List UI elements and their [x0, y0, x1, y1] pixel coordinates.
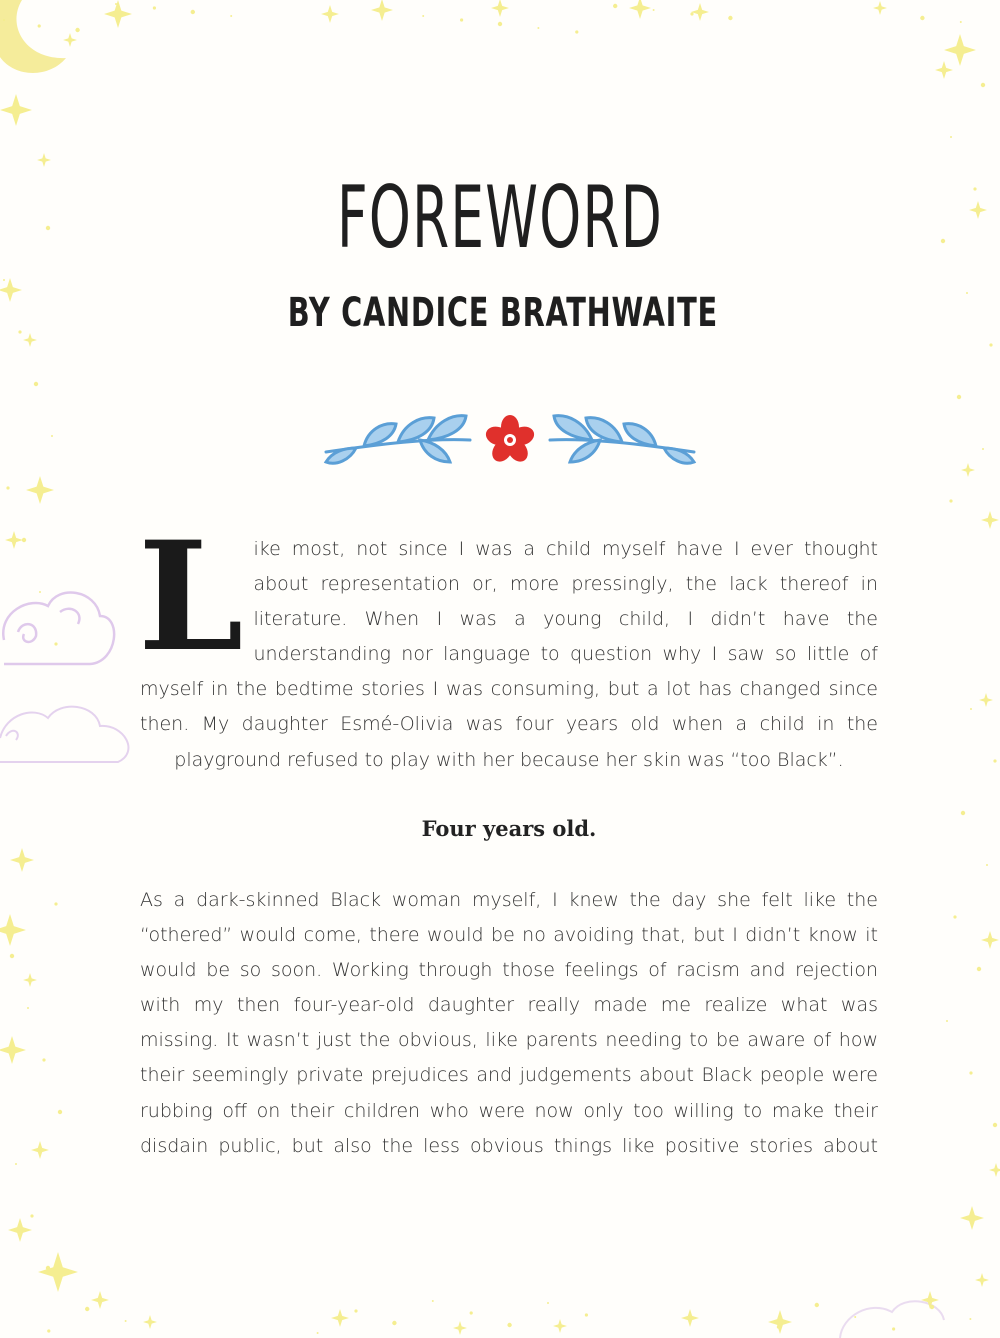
star-icon	[944, 34, 976, 66]
sparkle-dot	[54, 902, 57, 905]
sparkle-dot	[892, 1327, 895, 1330]
star-icon	[553, 1319, 567, 1333]
sparkle-dot	[422, 15, 424, 17]
star-icon	[681, 1309, 699, 1327]
sparkle-dot	[15, 1163, 17, 1165]
sparkle-dot	[970, 708, 972, 710]
sparkle-dot	[585, 1313, 588, 1316]
star-icon	[104, 0, 132, 28]
drop-cap: L	[138, 509, 244, 685]
sparkle-dot	[966, 292, 968, 294]
intro-paragraph	[138, 509, 878, 778]
star-icon	[960, 1206, 984, 1230]
leaf-branch-icon	[326, 416, 470, 464]
sparkle-dot	[47, 1329, 50, 1332]
sparkle-dot	[920, 16, 924, 20]
sparkle-dot	[392, 1321, 396, 1325]
sparkle-dot	[125, 1320, 127, 1322]
sparkle-dot	[34, 382, 38, 386]
star-icon	[31, 1141, 49, 1159]
leaf-branch-icon	[550, 416, 694, 464]
floral-ornament	[320, 400, 700, 480]
star-icon	[975, 1273, 989, 1287]
sparkle-dot	[54, 642, 57, 645]
star-icon	[0, 1036, 26, 1064]
sparkle-dot	[507, 1323, 511, 1327]
sparkle-dot	[777, 1325, 780, 1328]
sparkle-dot	[22, 538, 26, 542]
star-icon	[5, 531, 23, 549]
star-icon	[491, 0, 509, 17]
sparkle-dot	[39, 591, 41, 593]
star-icon	[8, 1218, 32, 1242]
sparkle-dot	[38, 24, 41, 27]
sparkle-dot	[537, 27, 539, 29]
star-icon	[0, 914, 26, 946]
sparkle-dot	[46, 1266, 50, 1270]
sparkle-dot	[977, 967, 981, 971]
sparkle-dot	[18, 330, 21, 333]
star-icon	[23, 973, 37, 987]
cloud-icon	[3, 593, 114, 664]
star-icon	[37, 153, 51, 167]
cloud-icon	[0, 707, 128, 762]
star-icon	[969, 201, 987, 219]
sparkle-dot	[3, 279, 5, 281]
sparkle-dot	[42, 1058, 45, 1061]
sparkle-dot	[58, 1110, 62, 1114]
sparkle-dot	[815, 1303, 819, 1307]
sparkle-dot	[961, 811, 965, 815]
sparkle-dot	[30, 1214, 33, 1217]
sparkle-dot	[653, 9, 655, 11]
sparkle-dot	[470, 1311, 473, 1314]
sparkle-dot	[981, 83, 985, 87]
star-icon	[91, 1291, 109, 1309]
star-icon	[979, 693, 993, 707]
sparkle-dot	[969, 1071, 972, 1074]
star-icon	[691, 3, 709, 21]
moon-icon	[0, 0, 66, 73]
sparkle-dot	[230, 15, 232, 17]
sparkle-dot	[953, 915, 956, 918]
sparkle-dot	[986, 864, 988, 866]
sparkle-dot	[728, 16, 732, 20]
star-icon	[0, 94, 32, 126]
body-paragraph: As a dark-skinned Black woman myself, I knew the day she felt like the “othered” would come, there would be no avoiding that, but I didn’t know it would be so soon. Working through those feelings of racism and rejection with my then four-year-old daughter really made me realize what was missing. It wasn’t just the obvious, like parents needing to be aware of how their seemingly private prejudices and judgements about Black people were rubbing off on their children who were now only too willing to make their disdain public, but also the less obvious things like positive stories about	[140, 889, 878, 1157]
emphasis-subheading: Four years old.	[421, 816, 597, 841]
star-icon	[0, 278, 22, 302]
sparkle-dot	[6, 486, 9, 489]
sparkle-dot	[547, 1302, 549, 1304]
sparkle-dot	[989, 343, 992, 346]
star-icon	[989, 1163, 1000, 1177]
star-icon	[26, 476, 54, 504]
sparkle-dot	[354, 1309, 357, 1312]
star-icon	[63, 33, 77, 47]
sparkle-dot	[51, 435, 53, 437]
sparkle-dot	[993, 1123, 997, 1127]
star-icon	[961, 463, 975, 477]
star-icon	[981, 931, 999, 949]
sparkle-dot	[941, 239, 945, 243]
star-icon	[629, 0, 651, 19]
intro-paragraph-text: ike most, not since I was a child myself have I ever thought about representation or, more pressingly, the lack thereof in literature. When I was a young child, I didn’t have the understanding nor language to question why I saw so little of myself in the bedtime stories I was consuming, but a lot has changed since then. My daughter Esmé-Olivia was four years old when a child in the playground refused to play with her because her skin was “too Black”.	[140, 538, 878, 771]
sparkle-dot	[85, 1307, 89, 1311]
star-icon	[331, 1309, 349, 1327]
flower-icon	[483, 415, 536, 466]
star-icon	[873, 1, 887, 15]
sparkle-dot	[575, 30, 578, 33]
star-icon	[10, 848, 34, 872]
sparkle-dot	[690, 12, 693, 15]
sparkle-dot	[957, 395, 961, 399]
sparkle-dot	[10, 954, 14, 958]
author-byline: BY CANDICE BRATHWAITE	[287, 290, 718, 336]
page-title: FOREWORD	[336, 168, 664, 268]
star-icon	[768, 1310, 792, 1334]
sparkle-dot	[115, 3, 117, 5]
sparkle-dot	[75, 28, 79, 32]
sparkle-dot	[946, 1020, 948, 1022]
sparkle-dot	[973, 187, 976, 190]
sparkle-dot	[854, 1316, 856, 1318]
star-icon	[321, 5, 339, 23]
star-icon	[453, 1321, 467, 1335]
sparkle-dot	[46, 226, 50, 230]
star-icon	[143, 1315, 157, 1329]
sparkle-dot	[993, 759, 996, 762]
sparkle-dot	[950, 136, 952, 138]
sparkle-dot	[969, 1318, 971, 1320]
sparkle-dot	[27, 1007, 29, 1009]
sparkle-dot	[613, 4, 617, 8]
star-icon	[23, 333, 37, 347]
sparkle-dot	[317, 1332, 319, 1334]
sparkle-dot	[930, 1305, 934, 1309]
sparkle-dot	[498, 22, 502, 26]
sparkle-dot	[3, 19, 5, 21]
sparkle-dot	[191, 10, 195, 14]
sparkle-dot	[460, 18, 463, 21]
sparkle-dot	[153, 6, 156, 9]
cloud-icon	[840, 1301, 944, 1338]
star-icon	[38, 1252, 78, 1292]
sparkle-dot	[960, 21, 962, 23]
sparkle-dot	[432, 1300, 434, 1302]
star-icon	[981, 511, 999, 529]
sparkle-dot	[982, 448, 984, 450]
sparkle-dot	[949, 499, 952, 502]
star-icon	[371, 0, 393, 21]
star-icon	[935, 61, 953, 79]
